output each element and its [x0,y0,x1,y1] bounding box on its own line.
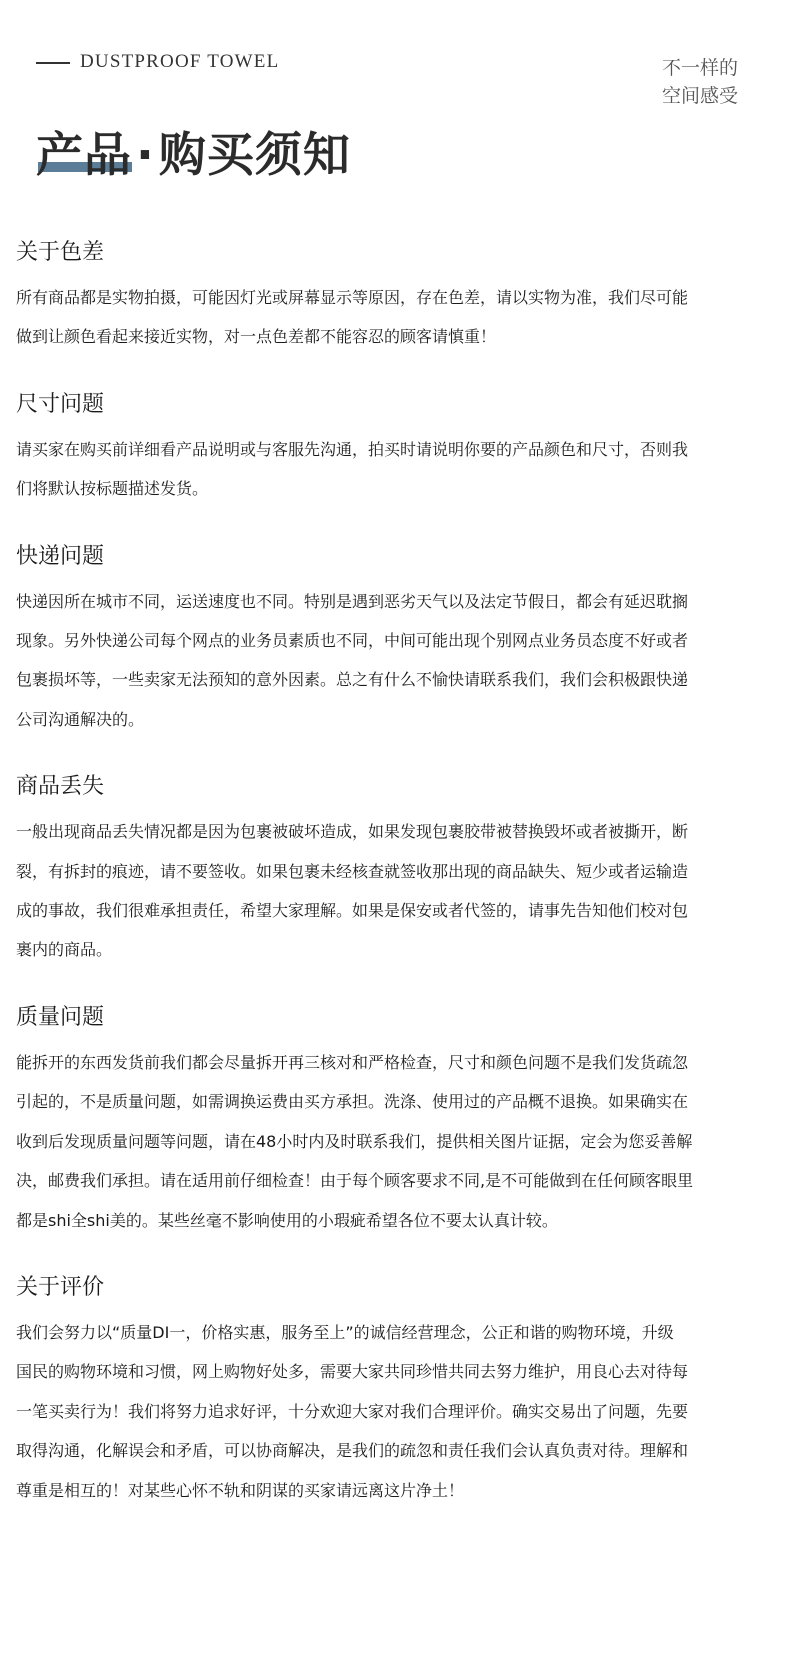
brand-name: DUSTPROOF TOWEL [80,51,280,72]
body-line: 国民的购物环境和习惯，网上购物好处多，需要大家共同珍惜共同去努力维护，用良心去对待每 [16,1362,689,1382]
body-line: 请买家在购买前详细看产品说明或与客服先沟通，拍买时请说明你要的产品颜色和尺寸，否则我 [16,439,689,459]
section-body [16,812,776,970]
body-line: 取得沟通，化解误会和矛盾，可以协商解决，是我们的疏忽和责任我们会认真负责对待。理解和 [16,1441,689,1461]
section-heading: 关于色差 [16,240,105,265]
section-body [16,582,776,740]
body-line: 能拆开的东西发货前我们都会尽量拆开再三核对和严格检查，尺寸和颜色问题不是我们发货疏忽 [16,1052,689,1072]
section-body [16,430,776,509]
body-line: 都是shi全shi美的。某些丝毫不影响使用的小瑕疵希望各位不要太认真计较。 [16,1210,558,1230]
body-line: 快递因所在城市不同，运送速度也不同。特别是遇到恶劣天气以及法定节假日，都会有延迟耽搁 [16,591,689,611]
body-line: 做到让颜色看起来接近实物，对一点色差都不能容忍的顾客请慎重！ [16,327,497,347]
page-title-left: 产品 [36,128,132,183]
body-line: 包裹损坏等，一些卖家无法预知的意外因素。总之有什么不愉快请联系我们，我们会积极跟快递 [16,670,689,690]
body-line: 一笔买卖行为！我们将努力追求好评，十分欢迎大家对我们合理评价。确实交易出了问题，先要 [16,1401,689,1421]
section-heading: 尺寸问题 [16,391,105,417]
section-size [16,388,776,509]
section-heading: 质量问题 [16,1004,105,1030]
title-block [36,118,351,188]
body-line: 尊重是相互的！对某些心怀不轨和阴谋的买家请远离这片净土！ [16,1480,465,1500]
header-rule [36,62,70,64]
body-line: 公司沟通解决的。 [16,709,145,729]
body-line: 决，邮费我们承担。请在适用前仔细检查！由于每个顾客要求不同,是不可能做到在任何顾客眼里 [16,1171,694,1191]
body-line: 裹内的商品。 [16,940,113,960]
page-title-dot: · [136,128,155,183]
section-quality [16,1001,776,1240]
tagline-line-2: 空间感受 [662,85,739,107]
body-line: 引起的，不是质量问题，如需调换运费由买方承担。洗涤、使用过的产品概不退换。如果确实在 [16,1092,689,1112]
section-heading: 商品丢失 [16,774,105,800]
section-heading: 关于评价 [16,1274,105,1300]
page-title-right: 购买须知 [158,128,351,183]
body-line: 我们会努力以“质量DI一，价格实惠，服务至上”的诚信经营理念，公正和谐的购物环境，升级 [16,1322,674,1342]
page-title [36,118,351,185]
section-delivery [16,540,776,740]
body-line: 成的事故，我们很难承担责任，希望大家理解。如果是保安或者代签的，请事先告知他们校对包 [16,901,689,921]
body-line: 们将默认按标题描述发货。 [16,479,209,499]
tagline-line-1: 不一样的 [662,57,739,79]
section-heading: 快递问题 [16,543,105,569]
body-line: 所有商品都是实物拍摄，可能因灯光或屏幕显示等原因，存在色差，请以实物为准，我们尽可能 [16,288,689,307]
notice-sections [16,236,776,1541]
tagline [662,54,752,110]
section-body [16,1313,776,1510]
body-line: 现象。另外快递公司每个网点的业务员素质也不同，中间可能出现个别网点业务员态度不好或者 [16,631,689,651]
section-reviews [16,1271,776,1510]
section-body [16,278,776,357]
section-color-difference [16,236,776,357]
body-line: 一般出现商品丢失情况都是因为包裹被破坏造成，如果发现包裹胶带被替换毁坏或者被撕开，断 [16,822,689,842]
section-lost-goods [16,770,776,970]
section-body [16,1043,776,1240]
body-line: 裂，有拆封的痕迹，请不要签收。如果包裹未经核查就签收那出现的商品缺失、短少或者运输造 [16,861,689,881]
body-line: 收到后发现质量问题等问题，请在48小时内及时联系我们，提供相关图片证据，定会为您妥善解 [16,1131,693,1151]
